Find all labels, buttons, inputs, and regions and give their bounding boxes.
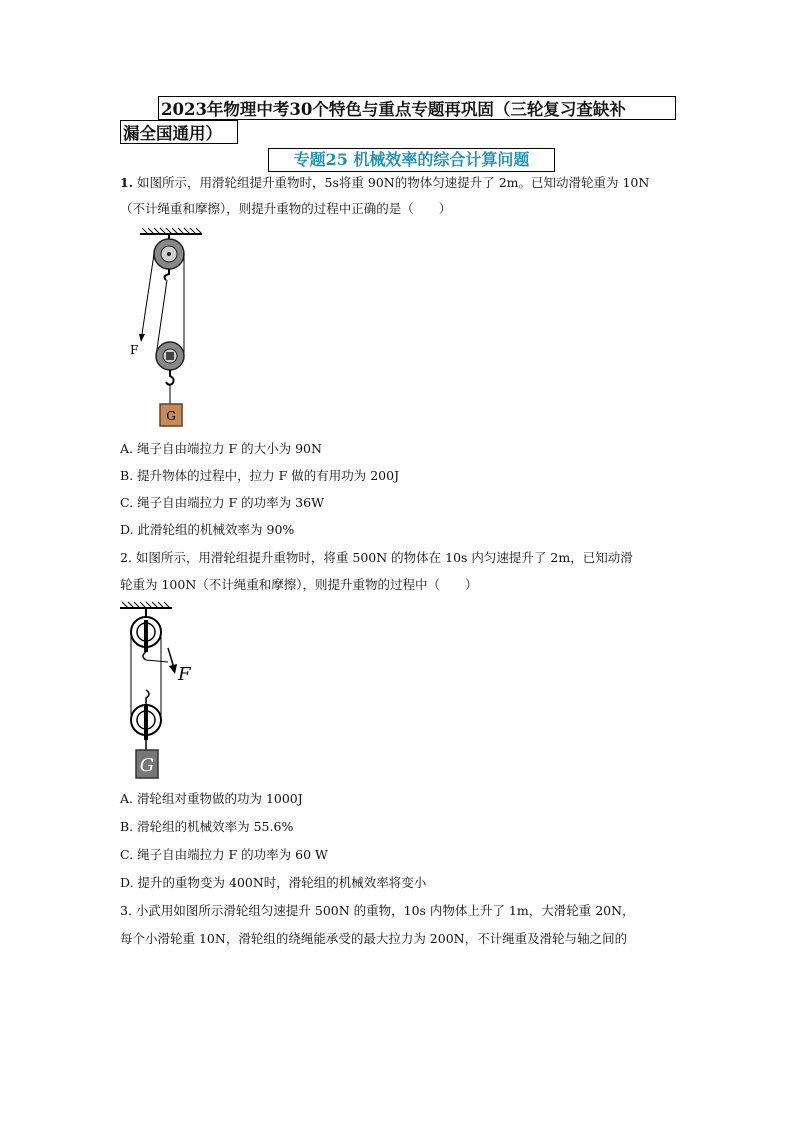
q2-option-c[interactable]: C. 绳子自由端拉力 F 的功率为 60 W xyxy=(120,847,328,862)
q1-line-1 xyxy=(120,170,649,196)
topic-subtitle: 专题25 机械效率的综合计算问题 xyxy=(268,148,555,172)
q1-fig-label-f: F xyxy=(130,343,139,357)
q2-fig-label-f: F xyxy=(178,664,191,685)
q1-line-2: （不计绳重和摩擦），则提升重物的过程中正确的是（ ） xyxy=(120,201,452,216)
q3-line-1: 3. 小武用如图所示滑轮组匀速提升 500N 的重物，10s 内物体上升了 1m，大滑轮重 20N， xyxy=(120,903,635,918)
q2-line-2: 轮重为 100N（不计绳重和摩擦），则提升重物的过程中（ ） xyxy=(120,577,478,592)
q2-fig-label-g: G xyxy=(139,755,155,776)
q1-number: 1. xyxy=(120,175,134,190)
q1-text-1: 如图所示，用滑轮组提升重物时，5s将重 90N的物体匀速提升了 2m。已知动滑轮重为 10N xyxy=(133,175,650,190)
title-line-1: 2023年物理中考30个特色与重点专题再巩固（三轮复习查缺补 xyxy=(158,96,676,120)
q2-option-a[interactable]: A. 滑轮组对重物做的功为 1000J xyxy=(120,791,303,806)
q2-pulley-figure xyxy=(116,600,206,786)
q3-line-2: 每个小滑轮重 10N，滑轮组的绕绳能承受的最大拉力为 200N，不计绳重及滑轮与轴之间的 xyxy=(120,931,628,946)
q1-pulley-figure xyxy=(126,224,216,430)
q1-fig-label-g: G xyxy=(166,409,176,423)
q2-option-d[interactable]: D. 提升的重物变为 400N时，滑轮组的机械效率将变小 xyxy=(120,875,427,890)
q2-line-1: 2. 如图所示，用滑轮组提升重物时，将重 500N 的物体在 10s 内匀速提升了 2m，已知动滑 xyxy=(120,550,633,565)
q1-option-d[interactable]: D. 此滑轮组的机械效率为 90% xyxy=(120,522,295,537)
q1-option-b[interactable]: B. 提升物体的过程中，拉力 F 做的有用功为 200J xyxy=(120,468,400,483)
q1-option-a[interactable]: A. 绳子自由端拉力 F 的大小为 90N xyxy=(120,441,322,456)
title-line-2: 漏全国通用） xyxy=(120,120,238,144)
q1-option-c[interactable]: C. 绳子自由端拉力 F 的功率为 36W xyxy=(120,495,324,510)
q2-option-b[interactable]: B. 滑轮组的机械效率为 55.6% xyxy=(120,819,294,834)
